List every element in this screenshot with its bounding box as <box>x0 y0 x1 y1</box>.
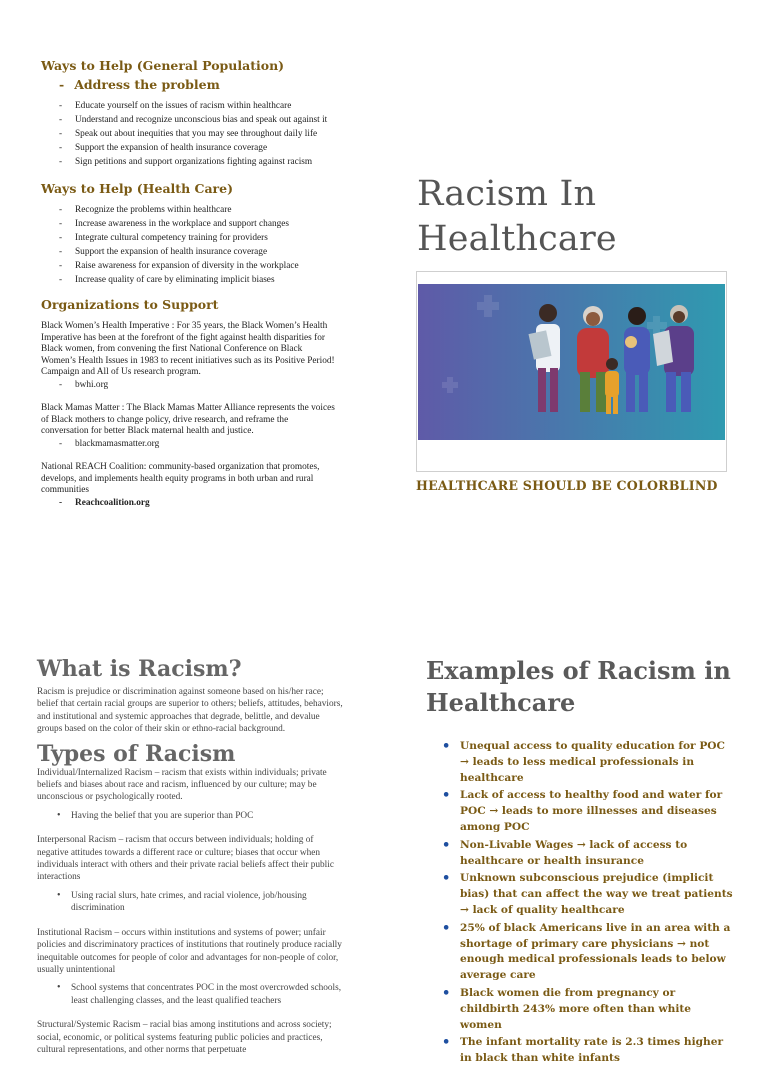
examples-list <box>426 739 736 1067</box>
racism-type-text: Individual/Internalized Racism – racism that exists within individuals; private beliefs and biases about race and racism, influenced by our culture; may be unconscious or psychologically rooted. <box>37 767 327 803</box>
healthcare-help-list <box>41 204 337 288</box>
racism-type-example-list <box>37 810 343 822</box>
banner-frame <box>416 271 727 472</box>
org-description: Black Women’s Health Imperative : For 35 years, the Black Women’s Health Imperative has been at the forefront of the fight against health disparities for Black women, from convening the first National Conference on Black Women’s Health Issues in 1983 to recent initiatives such as its Positive Period! Campaign and All of Us research program. <box>41 321 335 378</box>
organizations-heading: Organizations to Support <box>41 297 219 313</box>
racism-type-example-list <box>37 982 343 1007</box>
list-item: • Lack of access to healthy food and water for POC → leads to more illnesses and diseases among POC <box>426 788 736 835</box>
org-link[interactable]: - Reachcoalition.org <box>41 497 337 511</box>
racism-type-text: Interpersonal Racism – racism that occurs between individuals; holding of negative attitudes towards a different race or culture; biases that occur when individuals interact with others and their private racial beliefs affect their public interactions <box>37 835 334 883</box>
list-item: - Increase quality of care by eliminating implicit biases <box>41 274 337 288</box>
racism-type-text: Institutional Racism – occurs within institutions and systems of power; unfair policies and discriminatory practices of institutions that routinely produce racially inequitable outcomes for people of color and advantages for non-people of color, usually unintentional <box>37 927 342 975</box>
cover-title-line1: Racism In <box>417 174 597 214</box>
list-item: - Support the expansion of health insurance coverage <box>41 142 337 156</box>
org-link-list <box>41 438 337 452</box>
banner-caption: HEALTHCARE SHOULD BE COLORBLIND <box>416 478 718 493</box>
list-item: • Non-Livable Wages → lack of access to healthcare or health insurance <box>426 838 736 870</box>
healthcare-help-heading: Ways to Help (Health Care) <box>41 180 234 196</box>
list-item: • Black women die from pregnancy or childbirth 243% more often than white women <box>426 986 736 1033</box>
org-link-list <box>41 497 337 511</box>
general-help-heading: Ways to Help (General Population) <box>41 58 285 73</box>
list-item: • Unequal access to quality education for POC → leads to less medical professionals in healthcare <box>426 739 736 786</box>
racism-type-example: • School systems that concentrates POC in the most overcrowded schools, least challenging classes, and the least qualified teachers <box>37 982 343 1007</box>
cover-title <box>417 172 727 262</box>
left-top-panel <box>41 58 337 511</box>
right-top-panel <box>417 172 727 262</box>
list-item: - Recognize the problems within healthcare <box>41 204 337 218</box>
sub-marker: - <box>59 77 65 92</box>
list-item: • 25% of black Americans live in an area with a shortage of primary care physicians → not enough medical professionals leads to below average care <box>426 921 736 984</box>
org-description: Black Mamas Matter : The Black Mamas Matter Alliance represents the voices of Black mothers to change policy, drive research, and reframe the conversation for better Black maternal health and justice. <box>41 403 335 437</box>
left-bottom-panel <box>37 656 343 1056</box>
org-link[interactable]: - blackmamasmatter.org <box>41 438 337 452</box>
racism-type-text: Structural/Systemic Racism – racial bias among institutions and across society; social, economic, or political systems featuring public policies and practices, cultural representations, and other norms that perpetuate <box>37 1020 332 1055</box>
list-item: • The infant mortality rate is 2.3 times higher in black than white infants <box>426 1035 736 1067</box>
general-help-list <box>41 100 337 170</box>
examples-title: Examples of Racism in Healthcare <box>426 656 731 717</box>
list-item: - Understand and recognize unconscious bias and speak out against it <box>41 114 337 128</box>
list-item: - Sign petitions and support organizations fighting against racism <box>41 156 337 170</box>
racism-type-example: • Having the belief that you are superior than POC <box>37 810 343 822</box>
list-item: - Increase awareness in the workplace and support changes <box>41 218 337 232</box>
list-item: • Unknown subconscious prejudice (implicit bias) that can affect the way we treat patients → lack of quality healthcare <box>426 871 736 918</box>
right-bottom-panel <box>426 655 736 1069</box>
racism-definition: Racism is prejudice or discrimination against someone based on his/her race; belief that certain racial groups are superior to others; beliefs, attitudes, behaviors, and institutional and systemic approaches that degrade, belittle, and devalue groups based on the color of their skin or ethno-racial background. <box>37 687 343 735</box>
list-item: - Support the expansion of health insurance coverage <box>41 246 337 260</box>
list-item: - Integrate cultural competency training for providers <box>41 232 337 246</box>
org-description: National REACH Coalition: community-based organization that promotes, develops, and implements health equity programs in both urban and rural communities <box>41 461 320 496</box>
list-item: - Educate yourself on the issues of racism within healthcare <box>41 100 337 114</box>
address-problem-label: Address the problem <box>74 77 220 92</box>
healthcare-illustration <box>417 272 726 471</box>
cover-title-line2: Healthcare <box>417 219 617 259</box>
types-of-racism-title: Types of Racism <box>37 740 236 767</box>
org-link-list <box>41 379 337 393</box>
address-problem-subheading <box>59 77 337 92</box>
what-is-racism-title: What is Racism? <box>37 656 242 682</box>
list-item: - Raise awareness for expansion of diversity in the workplace <box>41 260 337 274</box>
racism-type-example: • Using racial slurs, hate crimes, and racial violence, job/housing discrimination <box>37 890 343 915</box>
org-link[interactable]: - bwhi.org <box>41 379 337 393</box>
list-item: - Speak out about inequities that you may see throughout daily life <box>41 128 337 142</box>
racism-type-example-list <box>37 890 343 915</box>
